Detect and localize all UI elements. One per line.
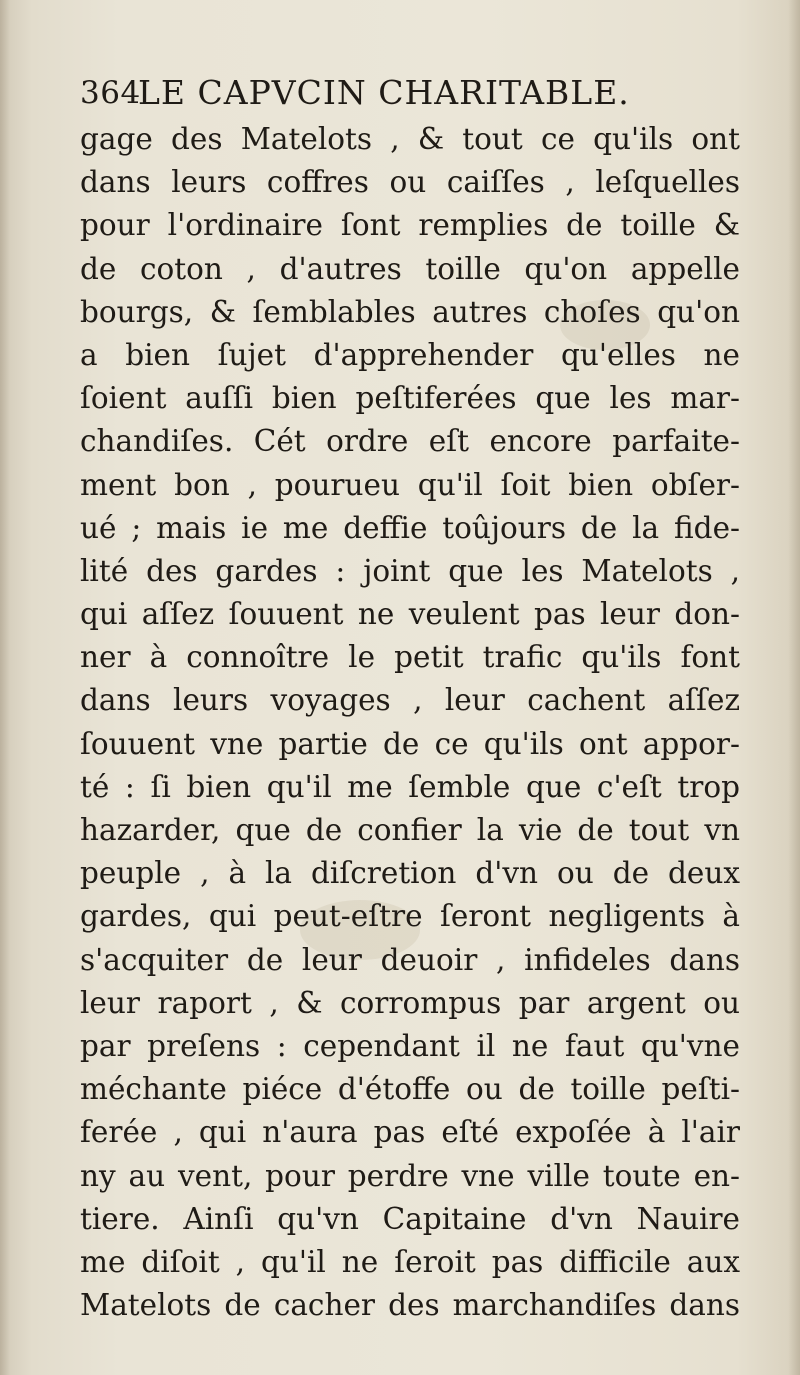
text-line: dans leurs voyages , leur cachent aſſez	[80, 683, 740, 718]
running-title: LE CAPVCIN CHARITABLE.	[138, 73, 630, 112]
text-line: lité des gardes : joint que les Matelots ,	[80, 553, 740, 588]
page-number: 364	[80, 75, 141, 111]
text-line: méchante piéce d'étoffe ou de toille peſti-	[80, 1072, 740, 1107]
text-line: ny au vent, pour perdre vne ville toute en-	[80, 1158, 740, 1193]
text-line: ner à connoître le petit trafic qu'ils font	[80, 640, 740, 675]
text-line: gardes, qui peut-eſtre ſeront negligents à	[80, 899, 740, 934]
page-text-block	[80, 68, 740, 1327]
text-line: peuple , à la diſcretion d'vn ou de deux	[80, 856, 740, 891]
text-line: qui aſſez ſouuent ne veulent pas leur don-	[80, 597, 740, 632]
text-line: de coton , d'autres toille qu'on appelle	[80, 251, 740, 286]
page-gutter-shadow	[0, 0, 10, 1375]
text-line: té : ſi bien qu'il me ſemble que c'eſt trop	[80, 769, 740, 804]
text-line: ſoient auſſi bien peſtiferées que les mar-	[80, 381, 740, 416]
text-line: ferée , qui n'aura pas eſté expoſée à l'air	[80, 1115, 740, 1150]
running-head	[80, 68, 740, 118]
text-line: ment bon , pourueu qu'il ſoit bien obſer-	[80, 467, 740, 502]
text-line: ué ; mais ie me deffie toûjours de la fide-	[80, 510, 740, 545]
text-line: chandiſes. Cét ordre eſt encore parfaite-	[80, 424, 740, 459]
text-line: dans leurs coffres ou caiſſes , leſquelles	[80, 165, 740, 200]
text-line: par preſens : cependant il ne faut qu'vne	[80, 1028, 740, 1063]
text-line: hazarder, que de confier la vie de tout vn	[80, 813, 740, 847]
text-line: tiere. Ainſi qu'vn Capitaine d'vn Nauire	[80, 1201, 740, 1236]
text-line: gage des Matelots , & tout ce qu'ils ont	[80, 122, 740, 156]
text-line: ſouuent vne partie de ce qu'ils ont appor-	[80, 726, 740, 761]
text-line: Matelots de cacher des marchandiſes dans	[80, 1288, 740, 1323]
text-line: me diſoit , qu'il ne ſeroit pas difficile aux	[80, 1244, 740, 1279]
text-line: bourgs, & ſemblables autres choſes qu'on	[80, 294, 740, 329]
text-line: leur raport , & corrompus par argent ou	[80, 985, 740, 1020]
text-line: s'acquiter de leur deuoir , infideles dans	[80, 942, 740, 977]
text-line: a bien ſujet d'apprehender qu'elles ne	[80, 337, 740, 372]
page-edge-shadow	[788, 0, 800, 1375]
text-line: pour l'ordinaire ſont remplies de toille &	[80, 208, 740, 243]
